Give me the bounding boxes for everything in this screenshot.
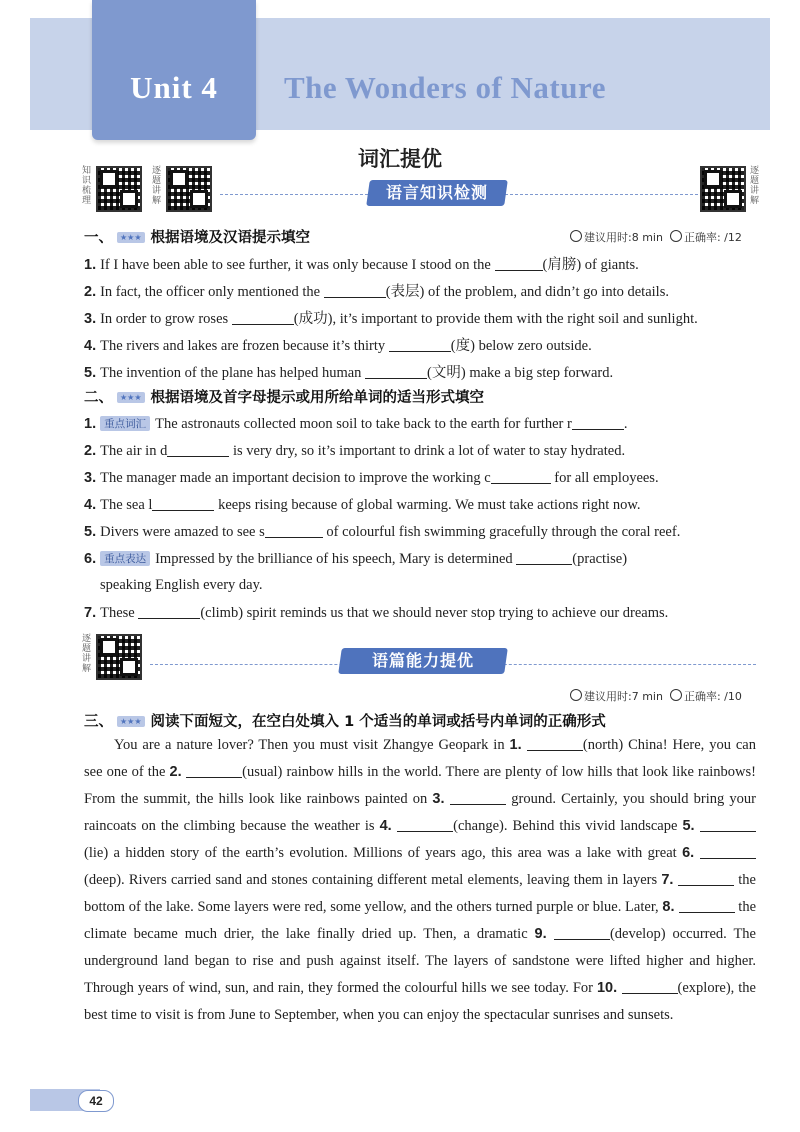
part2-heading: 二、 ★★★ 根据语境及首字母提示或用所给单词的适当形式填空 bbox=[84, 390, 485, 406]
passage-text: (develop) occurred. The underground land began to rise and push against itself. The layers of sandstone were lifted higher and higher. Through years of wind, sun, and rain, they formed the colourful hills we see today. For bbox=[84, 926, 756, 996]
qr-code-icon[interactable] bbox=[96, 166, 142, 212]
part1-heading: 一、 ★★★ 根据语境及汉语提示填空 bbox=[84, 230, 311, 246]
answer-blank[interactable] bbox=[186, 763, 242, 778]
blank-number: 1. bbox=[509, 737, 527, 753]
list-item: 1. 重点词汇 The astronauts collected moon soil to take back to the earth for further r . bbox=[84, 416, 628, 432]
blank-number: 7. bbox=[661, 872, 679, 888]
answer-blank[interactable] bbox=[527, 736, 583, 751]
passage-text: (explore), the best time to visit is from June to September, when you can enjoy the spectacular sunrises and sunsets. bbox=[84, 980, 756, 1023]
list-item-continued: speaking English every day. bbox=[100, 577, 263, 593]
qr-caption: 知识梳理 bbox=[82, 166, 92, 206]
blank-number: 10. bbox=[596, 980, 622, 996]
passage-text: (deep). Rivers carried sand and stones containing different metal elements, leaving them in layers bbox=[84, 872, 662, 888]
difficulty-stars: ★★★ bbox=[117, 392, 145, 403]
passage-text: (lie) a hidden story of the earth’s evolution. Millions of years ago, this area was a lake with great bbox=[84, 845, 683, 861]
page-heading: 词汇提优 bbox=[358, 147, 442, 171]
difficulty-stars: ★★★ bbox=[117, 716, 145, 727]
passage-text: (change). Behind this vivid landscape bbox=[453, 818, 683, 834]
answer-blank[interactable] bbox=[622, 979, 678, 994]
check-icon bbox=[670, 230, 682, 242]
list-item: 2. In fact, the officer only mentioned the (表层) of the problem, and didn’t go into details. bbox=[84, 284, 669, 300]
answer-blank[interactable] bbox=[700, 844, 756, 859]
answer-blank[interactable] bbox=[324, 283, 386, 298]
section-banner-discourse: 语篇能力提优 bbox=[338, 648, 508, 674]
answer-blank[interactable] bbox=[365, 364, 427, 379]
list-item: 7. These (climb) spirit reminds us that we should never stop trying to achieve our dreams. bbox=[84, 605, 669, 621]
answer-blank[interactable] bbox=[138, 604, 200, 619]
answer-blank[interactable] bbox=[389, 337, 451, 352]
passage-text: (usual) rainbow hills in the world. There are plenty of low hills that look like rainbows! From the summit, the hills look like rainbows painted on bbox=[84, 764, 756, 807]
qr-code-icon[interactable] bbox=[96, 634, 142, 680]
answer-blank[interactable] bbox=[167, 442, 229, 457]
blank-number: 8. bbox=[662, 899, 679, 915]
answer-blank[interactable] bbox=[450, 790, 506, 805]
answer-blank[interactable] bbox=[152, 496, 214, 511]
passage-text: the bottom of the lake. Some layers were red, some yellow, and the others turned purple or blue. Later, bbox=[84, 872, 756, 915]
answer-blank[interactable] bbox=[232, 310, 294, 325]
check-icon bbox=[670, 689, 682, 701]
passage-text: ground. Certainly, you should bring your raincoats on the climbing because the weather is bbox=[84, 791, 756, 834]
suggested-time-meta: 建议用时:8 min 正确率: /12 bbox=[570, 229, 742, 245]
blank-number: 4. bbox=[379, 818, 398, 834]
qr-caption: 逐题讲解 bbox=[82, 634, 92, 674]
key-expression-tag: 重点表达 bbox=[100, 551, 150, 566]
blank-number: 5. bbox=[682, 818, 701, 834]
blank-number: 3. bbox=[432, 791, 451, 807]
answer-blank[interactable] bbox=[554, 925, 610, 940]
passage-text: (north) China! Here, you can see one of the bbox=[84, 737, 756, 780]
key-vocab-tag: 重点词汇 bbox=[100, 416, 150, 431]
difficulty-stars: ★★★ bbox=[117, 232, 145, 243]
reading-passage bbox=[84, 732, 756, 1029]
section-banner-language: 语言知识检测 bbox=[366, 180, 508, 206]
suggested-time-meta: 建议用时:7 min 正确率: /10 bbox=[570, 688, 742, 704]
list-item: 4. The rivers and lakes are frozen because it’s thirty (度) below zero outside. bbox=[84, 338, 592, 354]
blank-number: 9. bbox=[534, 926, 554, 942]
answer-blank[interactable] bbox=[516, 550, 572, 565]
page-number: 42 bbox=[78, 1090, 114, 1112]
answer-blank[interactable] bbox=[265, 523, 323, 538]
qr-code-icon[interactable] bbox=[166, 166, 212, 212]
unit-title: The Wonders of Nature bbox=[284, 70, 606, 105]
qr-caption: 逐题讲解 bbox=[152, 166, 162, 206]
answer-blank[interactable] bbox=[495, 256, 543, 271]
list-item: 3. In order to grow roses (成功), it’s important to provide them with the right soil and sunlight. bbox=[84, 311, 698, 327]
clock-icon bbox=[570, 230, 582, 242]
list-item: 5. The invention of the plane has helped human (文明) make a big step forward. bbox=[84, 365, 614, 381]
blank-number: 6. bbox=[682, 845, 700, 861]
list-item: 1. If I have been able to see further, it was only because I stood on the (肩膀) of giants. bbox=[84, 257, 639, 273]
answer-blank[interactable] bbox=[700, 817, 756, 832]
part3-heading: 三、 ★★★ 阅读下面短文，在空白处填入 1 个适当的单词或括号内单词的正确形式 bbox=[84, 714, 606, 730]
blank-number: 2. bbox=[169, 764, 187, 780]
list-item: 5. Divers were amazed to see s of colourful fish swimming gracefully through the coral reef. bbox=[84, 524, 681, 540]
qr-caption: 逐题讲解 bbox=[750, 166, 760, 206]
passage-text: You are a nature lover? Then you must visit Zhangye Geopark in bbox=[114, 737, 510, 753]
list-item: 2. The air in d is very dry, so it’s important to drink a lot of water to stay hydrated. bbox=[84, 443, 626, 459]
qr-code-icon[interactable] bbox=[700, 166, 746, 212]
list-item: 4. The sea l keeps rising because of global warming. We must take actions right now. bbox=[84, 497, 641, 513]
unit-label: Unit 4 bbox=[130, 70, 218, 105]
answer-blank[interactable] bbox=[491, 469, 551, 484]
clock-icon bbox=[570, 689, 582, 701]
answer-blank[interactable] bbox=[397, 817, 453, 832]
answer-blank[interactable] bbox=[679, 898, 735, 913]
answer-blank[interactable] bbox=[572, 415, 624, 430]
list-item: 3. The manager made an important decision to improve the working c for all employees. bbox=[84, 470, 659, 486]
passage-text: the climate became much drier, the lake finally dried up. Then, a dramatic bbox=[84, 899, 757, 942]
list-item: 6. 重点表达 Impressed by the brilliance of his speech, Mary is determined (practise) bbox=[84, 551, 628, 567]
answer-blank[interactable] bbox=[678, 871, 734, 886]
